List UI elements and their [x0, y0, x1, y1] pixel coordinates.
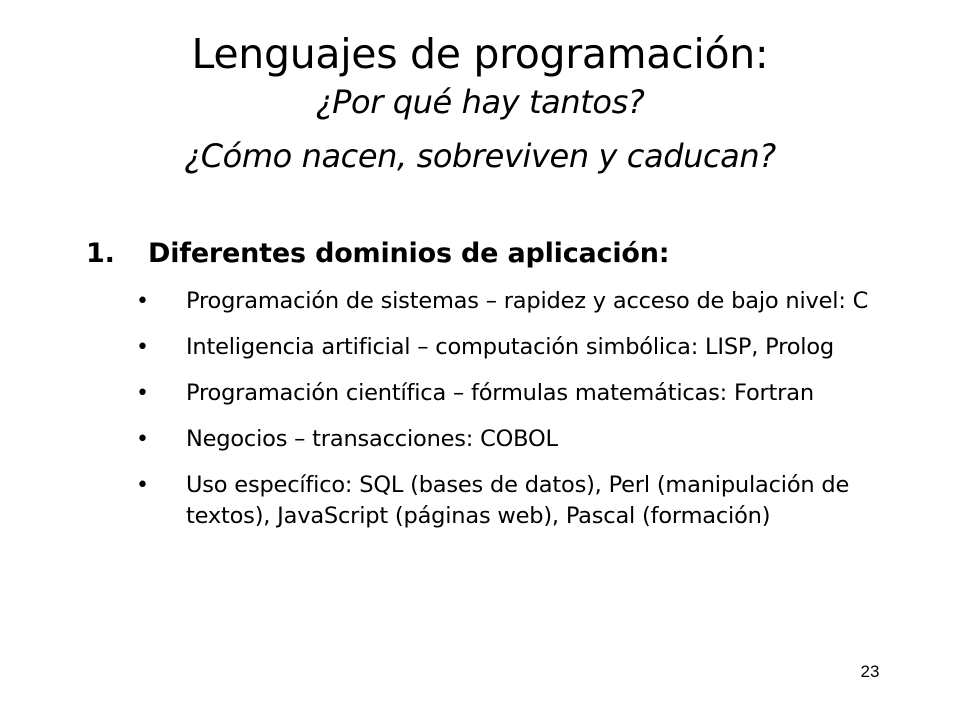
section-heading — [86, 236, 926, 272]
slide-subtitle-1: ¿Por qué hay tantos? — [315, 83, 645, 121]
bullet-item — [136, 424, 936, 455]
bullet-item — [136, 332, 936, 363]
bullet-icon: • — [136, 473, 149, 498]
slide-title: Lenguajes de programación: — [191, 30, 769, 78]
bullet-item — [136, 470, 936, 532]
section-heading-number: 1. — [86, 238, 115, 269]
bullet-list — [136, 286, 936, 547]
page-number: 23 — [860, 662, 880, 681]
bullet-icon: • — [136, 289, 149, 314]
bullet-icon: • — [136, 427, 149, 452]
bullet-icon: • — [136, 381, 149, 406]
bullet-item — [136, 286, 936, 317]
bullet-item — [136, 378, 936, 409]
bullet-text: Programación de sistemas – rapidez y acceso de bajo nivel: C — [186, 288, 869, 314]
bullet-text: Uso específico: SQL (bases de datos), Perl (manipulación de textos), JavaScript (páginas web), Pascal (formación) — [186, 472, 850, 529]
bullet-icon: • — [136, 335, 149, 360]
slide-subtitle-2: ¿Cómo nacen, sobreviven y caducan? — [184, 137, 776, 175]
title-block — [0, 26, 960, 176]
bullet-text: Inteligencia artificial – computación simbólica: LISP, Prolog — [186, 334, 834, 360]
section-heading-text: Diferentes dominios de aplicación: — [148, 238, 670, 269]
bullet-text: Programación científica – fórmulas matemáticas: Fortran — [186, 380, 814, 406]
bullet-text: Negocios – transacciones: COBOL — [186, 426, 558, 452]
